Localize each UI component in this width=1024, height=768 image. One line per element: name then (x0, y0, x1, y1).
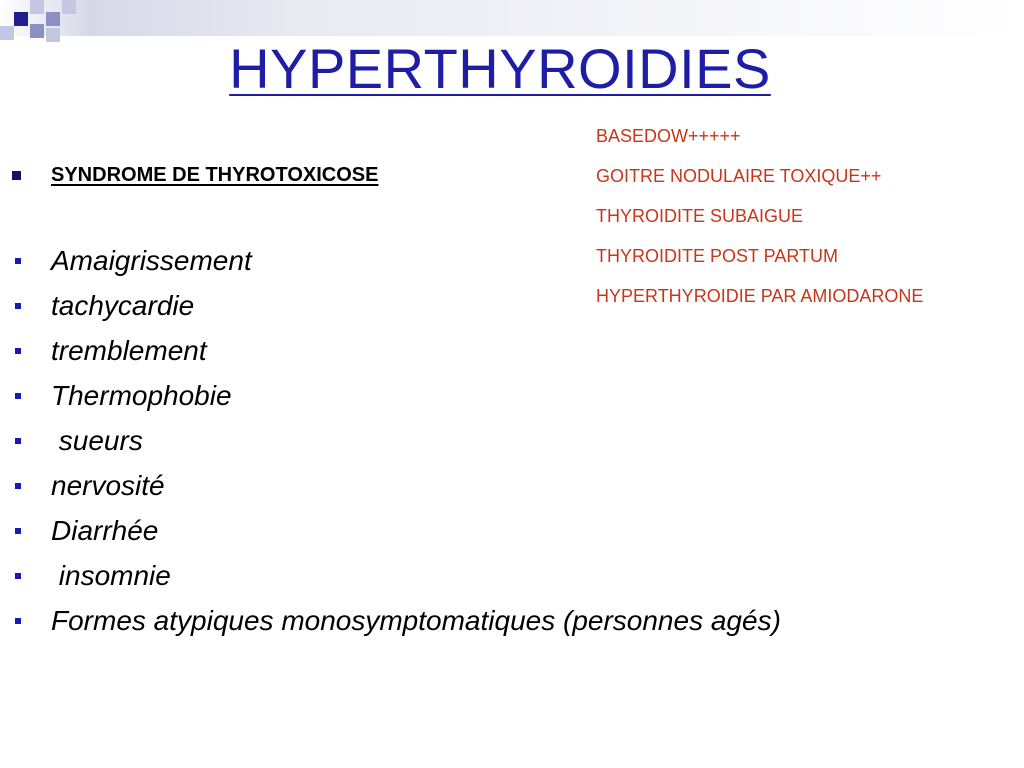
symptom-text: sueurs (51, 424, 143, 456)
cause-item: THYROIDITE POST PARTUM (596, 245, 839, 266)
bullet-icon (15, 438, 21, 444)
heading-text: SYNDROME DE THYROTOXICOSE (51, 164, 379, 186)
symptom-text: tachycardie (51, 289, 195, 321)
bullet-icon (15, 258, 21, 264)
list-item (12, 373, 781, 418)
symptom-text: tremblement (51, 334, 207, 366)
bullet-icon (15, 618, 21, 624)
cause-item: HYPERTHYROIDIE PAR AMIODARONE (596, 285, 924, 306)
symptom-text: nervosité (51, 469, 165, 501)
list-item (12, 508, 781, 553)
decor-square (14, 12, 28, 26)
symptom-text: Formes atypiques monosymptomatiques (personnes agés) (51, 604, 781, 636)
list-item (12, 598, 781, 643)
cause-item: GOITRE NODULAIRE TOXIQUE++ (596, 165, 882, 186)
section-heading (12, 164, 378, 187)
top-decorative-band (0, 0, 1024, 36)
decor-square (30, 0, 44, 14)
list-item (12, 463, 781, 508)
cause-item: BASEDOW+++++ (596, 125, 741, 146)
list-item (12, 418, 781, 463)
bullet-icon (15, 483, 21, 489)
symptom-text: Thermophobie (51, 379, 232, 411)
symptom-text: insomnie (51, 559, 171, 591)
symptom-text: Amaigrissement (51, 244, 252, 276)
bullet-icon (15, 348, 21, 354)
symptom-text: Diarrhée (51, 514, 159, 546)
bullet-icon (15, 573, 21, 579)
decor-square (46, 12, 60, 26)
cause-item: THYROIDITE SUBAIGUE (596, 205, 804, 226)
square-bullet-icon (12, 171, 21, 180)
bullet-icon (15, 393, 21, 399)
slide-title: HYPERTHYROIDIES (229, 37, 771, 100)
decor-square (62, 0, 76, 14)
list-item (12, 553, 781, 598)
list-item (12, 328, 781, 373)
causes-list (596, 116, 923, 316)
bullet-icon (15, 303, 21, 309)
bullet-icon (15, 528, 21, 534)
